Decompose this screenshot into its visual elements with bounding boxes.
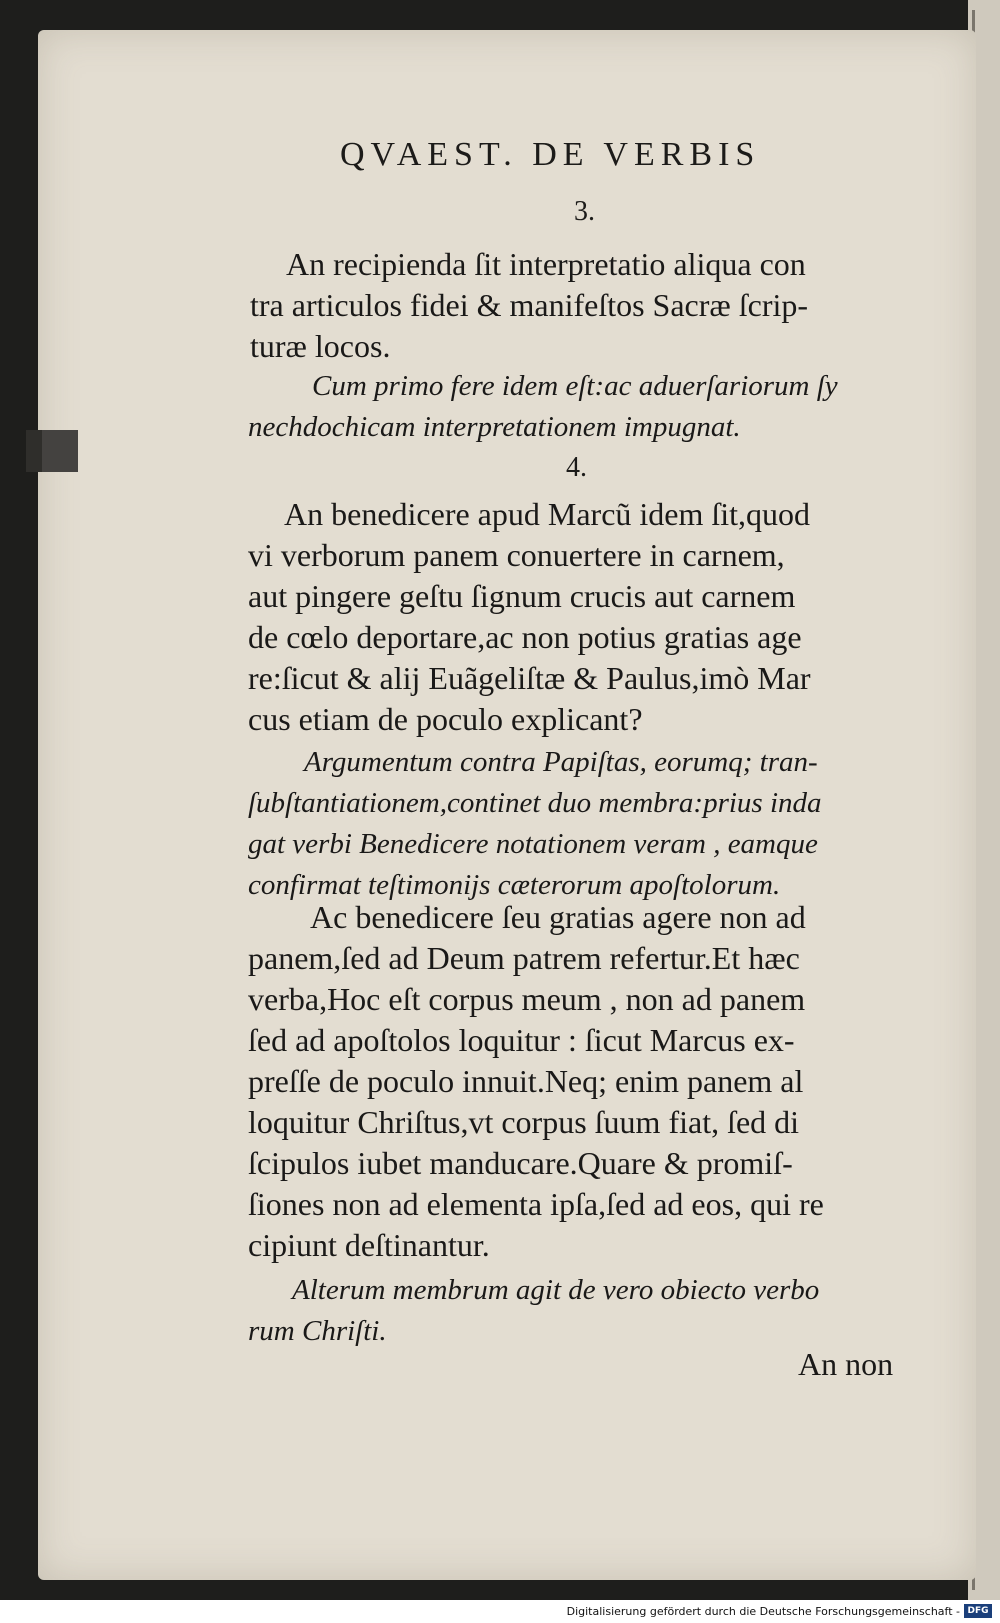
text-line: Argumentum contra Papiſtas, eorumq; tran- — [304, 746, 818, 778]
text-line: Alterum membrum agit de vero obiecto verbo — [292, 1274, 820, 1306]
text-line: gat verbi Benedicere notationem veram , eamque — [248, 828, 818, 860]
footer-credit: Digitalisierung gefördert durch die Deutsche Forschungsgemeinschaft - — [566, 1605, 960, 1618]
question-number-3: 3. — [574, 196, 595, 227]
text-line: loquitur Chriſtus,vt corpus ſuum fiat, ſed di — [248, 1104, 800, 1140]
question-3-text — [250, 244, 930, 367]
text-line: de cœlo deportare,ac non potius gratias age — [248, 619, 802, 655]
text-line: An benedicere apud Marcũ idem ſit,quod — [284, 496, 811, 532]
text-line: ſcipulos iubet manducare.Quare & promiſ- — [248, 1145, 793, 1181]
question-number-4: 4. — [566, 452, 587, 483]
text-line: aut pingere geſtu ſignum crucis aut carnem — [248, 578, 796, 614]
text-line: nechdochicam interpretationem impugnat. — [248, 411, 741, 443]
text-line: cus etiam de poculo explicant? — [248, 701, 643, 737]
text-line: ſiones non ad elementa ipſa,ſed ad eos, qui re — [248, 1186, 824, 1222]
text-line: ſed ad apoſtolos loquitur : ſicut Marcus ex- — [248, 1022, 795, 1058]
question-3-comment — [248, 366, 928, 448]
text-line: verba,Hoc eſt corpus meum , non ad panem — [248, 981, 806, 1017]
body-paragraph — [248, 897, 928, 1266]
text-line: preſſe de poculo innuit.Neq; enim panem al — [248, 1063, 804, 1099]
text-line: vi verborum panem conuertere in carnem, — [248, 537, 785, 573]
running-head: QVAEST. DE VERBIS — [340, 136, 761, 173]
text-line: re:ſicut & alij Euãgeliſtæ & Paulus,imò Mar — [248, 660, 811, 696]
question-4-comment — [248, 742, 928, 906]
text-line: turæ locos. — [250, 328, 391, 364]
text-line: Ac benedicere ſeu gratias agere non ad — [310, 899, 806, 935]
text-line: cipiunt deſtinantur. — [248, 1227, 490, 1263]
catchword: An non — [798, 1346, 894, 1382]
question-4-text — [248, 494, 928, 740]
closing-comment — [248, 1270, 928, 1352]
text-line: An recipienda ſit interpretatio aliqua con — [286, 246, 806, 282]
text-line: ſubſtantiationem,continet duo membra:prius inda — [248, 787, 822, 819]
page-marker-tab — [26, 430, 78, 472]
text-line: panem,ſed ad Deum patrem refertur.Et hæc — [248, 940, 800, 976]
text-line: rum Chriſti. — [248, 1315, 387, 1347]
text-line: Cum primo fere idem eſt:ac aduerſariorum ſy — [312, 370, 838, 402]
text-line: tra articulos fidei & manifeſtos Sacræ ſcrip- — [250, 287, 809, 323]
dfg-logo: DFG — [964, 1604, 992, 1618]
text-line: confirmat teſtimonijs cæterorum apoſtolorum. — [248, 869, 781, 901]
footer-bar — [0, 1600, 1000, 1623]
